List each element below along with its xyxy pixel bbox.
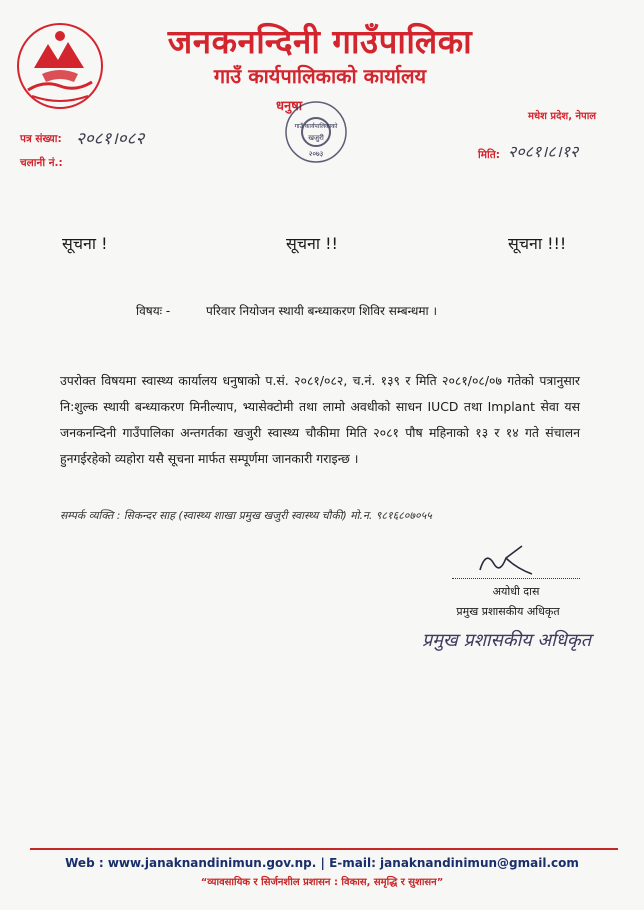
email-link[interactable]: E-mail: janaknandinimun@gmail.com [329,856,579,870]
subject-text: परिवार नियोजन स्थायी बन्ध्याकरण शिविर सम्बन्धमा । [206,304,437,318]
patra-label: पत्र संख्या: [20,133,62,145]
website-link[interactable]: Web : www.janaknandinimun.gov.np. [65,856,317,870]
signatory-stamp: प्रमुख प्रशासकीय अधिकृत [422,630,591,651]
footer-separator: | [320,856,330,870]
contact-person: सम्पर्क व्यक्ति : सिकन्दर साह (स्वास्थ्य शाखा प्रमुख खजुरी स्वास्थ्य चौकी) मो.न. ९८१६८०७०५५ [60,509,432,522]
date-label: मिति: [478,149,500,161]
office-subtitle: गाउँ कार्यपालिकाको कार्यालय [213,64,427,88]
footer-divider [30,848,618,850]
footer-slogan: “व्यावसायिक र सिर्जनशील प्रशासन : विकास, समृद्धि र सुशासन” [200,877,444,888]
signature-scribble [476,544,536,578]
signature-line [452,578,580,579]
notice-1: सूचना ! [62,234,108,253]
date-value: २०८१।८।१२ [508,142,579,161]
signatory-name: अयोधी दास [492,585,540,598]
footer-contact [0,856,644,870]
patra-value: २०८१।०८२ [76,129,145,149]
chalani-label: चलानी नं.: [20,157,63,169]
province-label: मधेश प्रदेश, नेपाल [528,111,597,122]
nepal-emblem-icon [14,20,106,112]
office-stamp [270,100,362,164]
office-title: जनकनन्दिनी गाउँपालिका [167,22,473,61]
stamp-line2: खजुरी [308,134,324,142]
subject-label: विषयः - [136,304,171,318]
notice-body: उपरोक्त विषयमा स्वास्थ्य कार्यालय धनुषाको प.सं. २०८१/०८२, च.नं. १३९ र मिति २०८१/०८/०७ गतेको पत्रानुसार नि:शुल्क स्थायी बन्ध्याकरण मिनील्याप, भ्यासेक्टोमी तथा लामो अवधीको साधन IUCD तथा Implant सेवा यस जनकनन्दिनी गाउँपालिका अन्तगर्तका खजुरी स्वास्थ्य चौकीमा मिति २०८१ पौष महिनाको १३ र १४ गते संचालन हुनगईरहेको व्यहोरा यसै सूचना मार्फत सम्पूर्णमा जानकारी गराइन्छ । [60,373,580,466]
signatory-title: प्रमुख प्रशासकीय अधिकृत [456,605,560,618]
notice-2: सूचना !! [286,234,338,253]
notice-3: सूचना !!! [508,234,567,253]
stamp-line1: गाउँ कार्यपालिकाको [294,123,338,130]
district-label: धनुषा [276,99,303,114]
stamp-line3: २०७३ [308,150,324,158]
